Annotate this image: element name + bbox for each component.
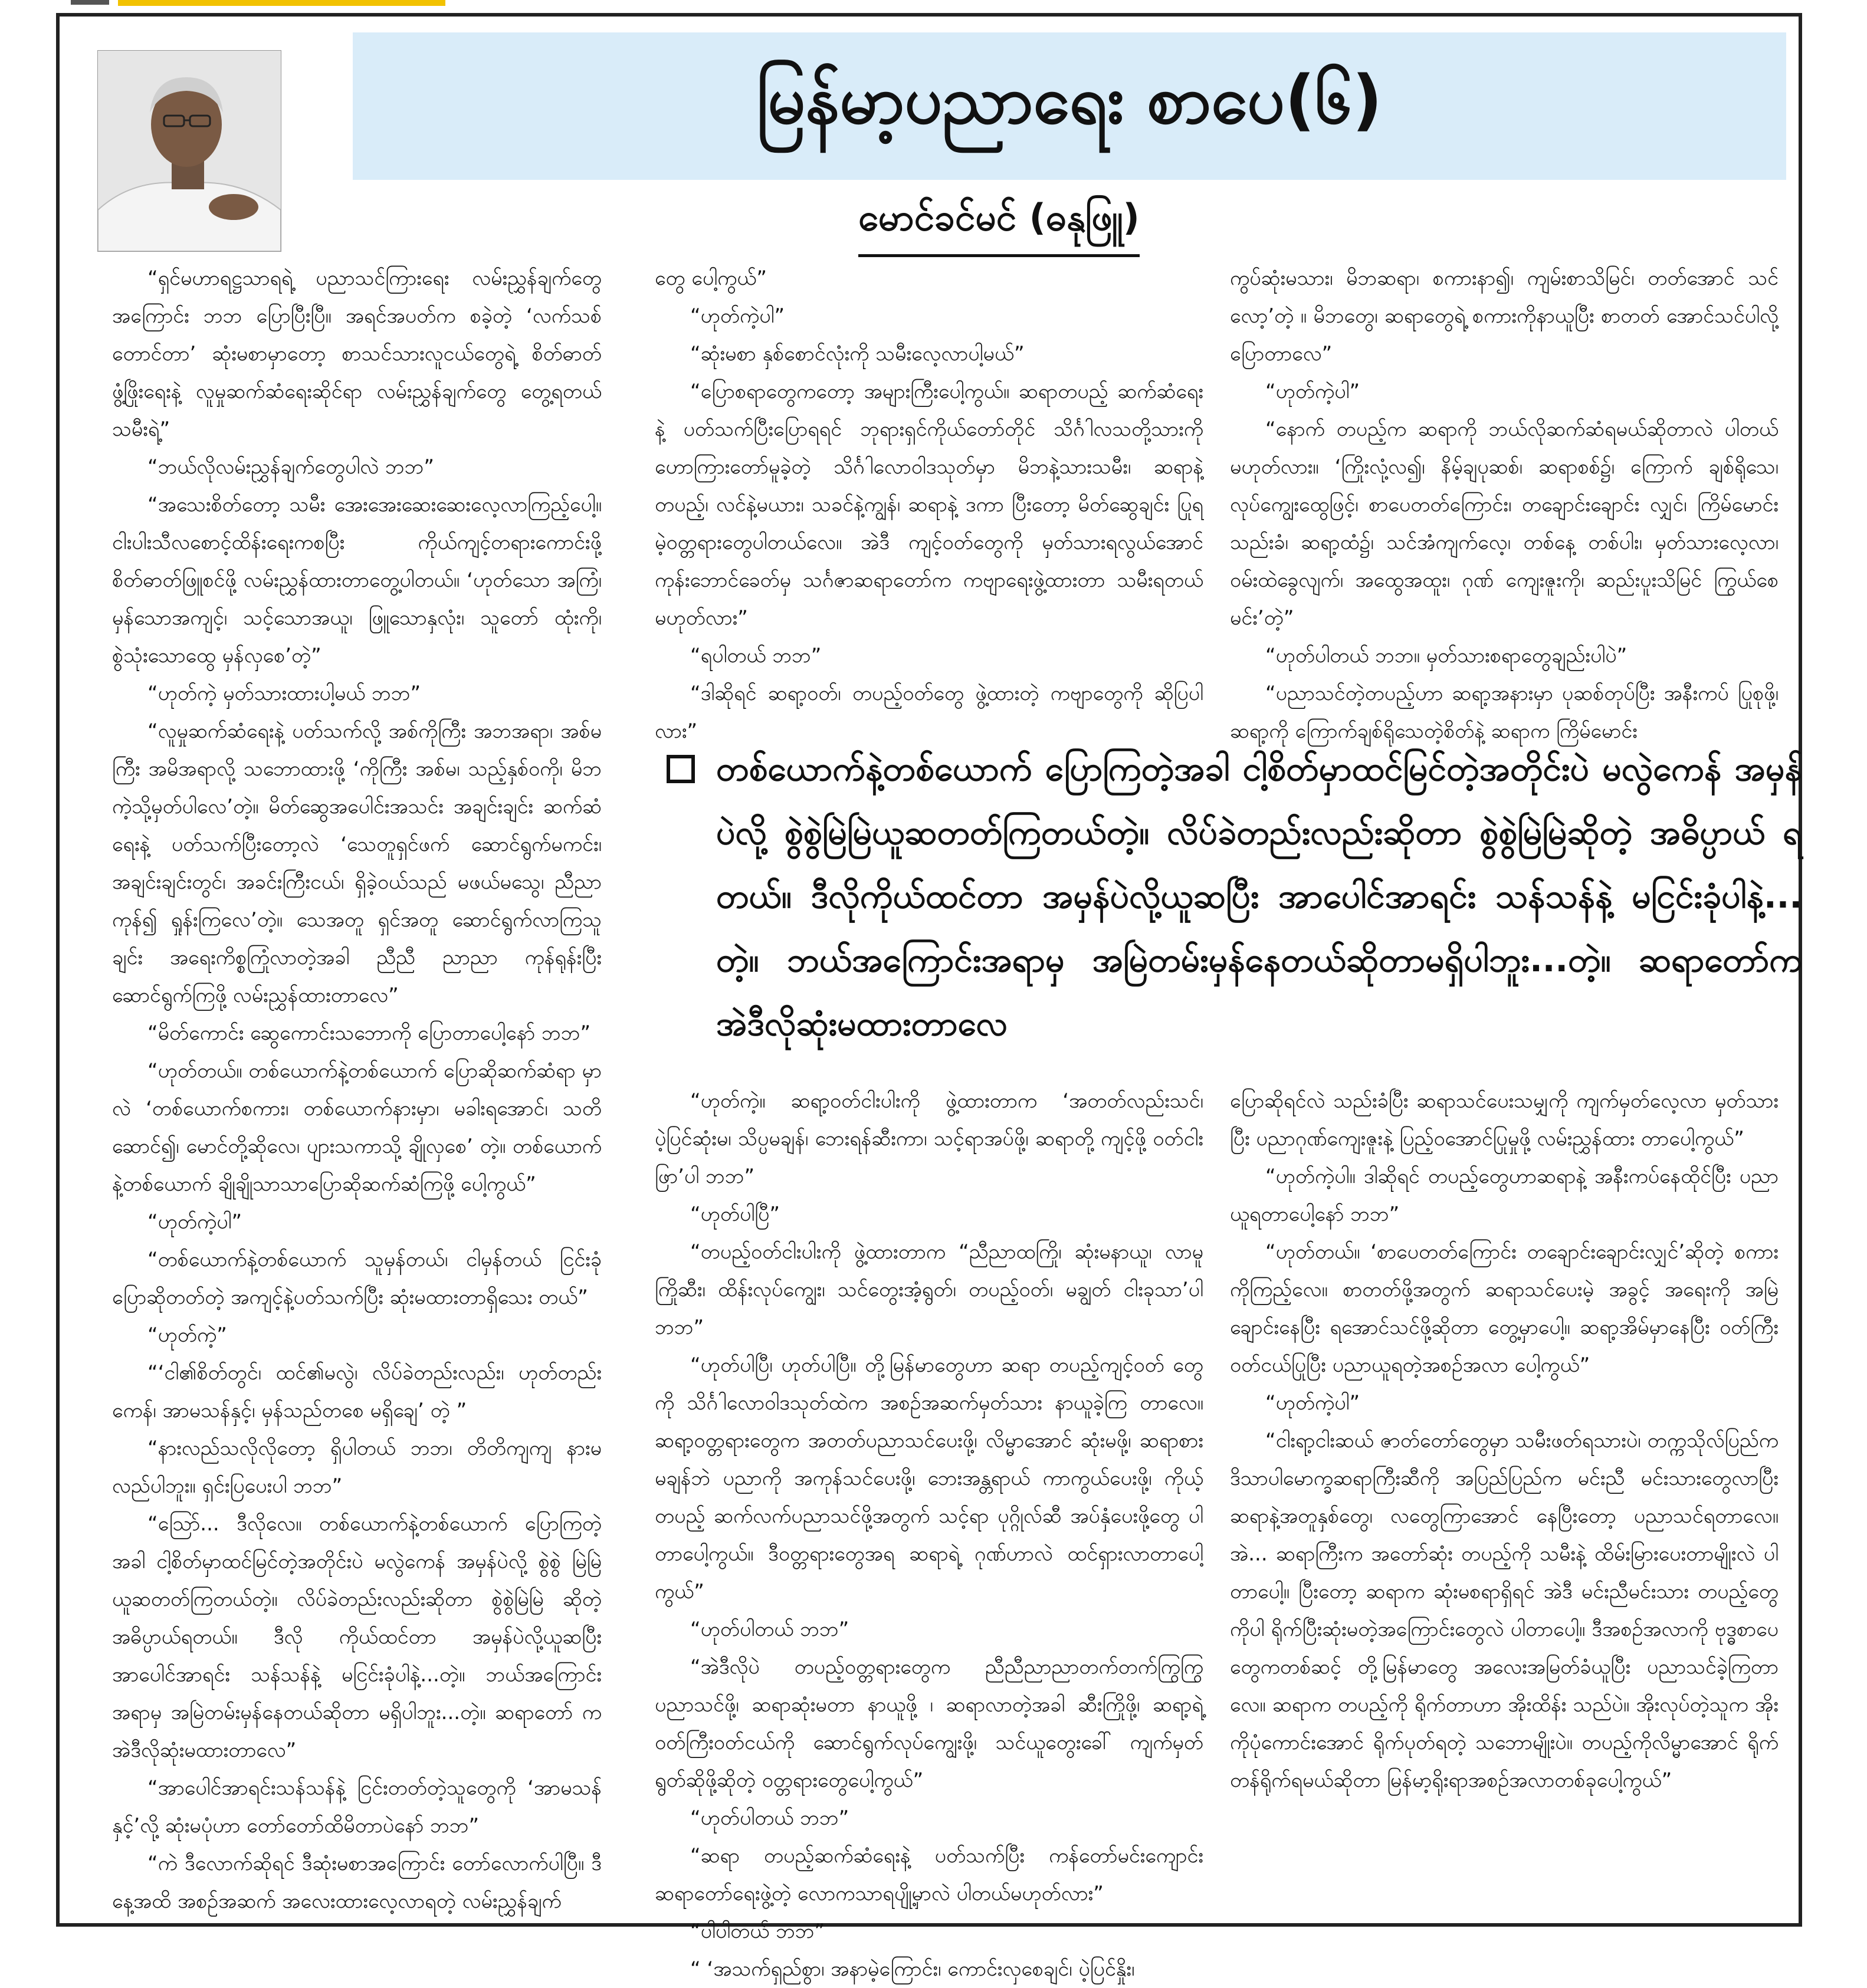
paragraph: “မိတ်ကောင်း ဆွေကောင်းသဘောကို ပြောတာပေါ့နော် ဘဘ”: [147, 1021, 591, 1045]
column-4: [655, 1082, 1203, 1988]
paragraph: “ပြောစရာတွေကတော့ အများကြီးပေါ့ကွယ်။ ဆရာတပည့် ဆက်ဆံရေးနဲ့ ပတ်သက်ပြီးပြောရရင် ဘုရားရှင်ကိုယ်တော်တိုင် သိင်္ဂါလသတို့သားကို ဟောကြားတော်မူခဲ့တဲ့ သိင်္ဂါလောဝါဒသုတ်မှာ မိဘနဲ့သားသမီး၊ ဆရာနဲ့တပည့်၊ လင်နဲ့မယား၊ သခင်နဲ့ကျွန်၊ ဆရာနဲ့ ဒကာ ပြီးတော့ မိတ်ဆွေချင်း ပြုရမဲ့ဝတ္တရားတွေပါတယ်လေ။ အဲဒီ ကျင့်ဝတ်တွေကို မှတ်သားရလွယ်အောင် ကုန်းဘောင်ခေတ်မှ သင်္ဂဇာဆရာတော်က ကဗျာရေးဖွဲ့ထားတာ သမီးရတယ်မဟုတ်လား”: [655, 380, 1203, 630]
paragraph: “ရှင်မဟာရဋ္ဌသာရရဲ့ ပညာသင်ကြားရေး လမ်းညွှန်ချက်တွေ အကြောင်း ဘဘ ပြောပြီးပြီ။ အရင်အပတ်က စခဲ့တဲ့ ‘လက်သစ် တောင်တာ’ ဆုံးမစာမှာတော့ စာသင်သားလူငယ်တွေရဲ့ စိတ်ဓာတ်ဖွံ့ဖြိုးရေးနဲ့ လူမှုဆက်ဆံရေးဆိုင်ရာ လမ်းညွှန်ချက်တွေ တွေ့ရတယ် သမီးရဲ့”: [112, 267, 602, 441]
title-banner: [353, 32, 1786, 180]
paragraph: “တစ်ယောက်နဲ့တစ်ယောက် သူမှန်တယ်၊ ငါမှန်တယ် ငြင်းခုံ ပြောဆိုတတ်တဲ့ အကျင့်နဲ့ပတ်သက်ပြီး ဆုံးမထားတာရှိသေး တယ်”: [112, 1248, 602, 1309]
paragraph: “အသေးစိတ်တော့ သမီး အေးအေးဆေးဆေးလေ့လာကြည့်ပေါ့။ ငါးပါးသီလစောင့်ထိန်းရေးကစပြီး ကိုယ်ကျင့်တရားကောင်းဖို့ စိတ်ဓာတ်ဖြူစင်ဖို့ လမ်းညွှန်ထားတာတွေ့ပါတယ်။ ‘ဟုတ်သော အကြံ၊ မှန်သောအကျင့်၊ သင့်သောအယူ၊ ဖြူသောနှလုံး၊ သူတော် ထုံးကို၊ စွဲသုံးသောထွေ မှန်လှစေ’တဲ့”: [112, 493, 602, 668]
paragraph: “ဟုတ်ပါပြီ၊ ဟုတ်ပါပြီ။ တို့မြန်မာတွေဟာ ဆရာ တပည့်ကျင့်ဝတ် တွေကို သိင်္ဂါလောဝါဒသုတ်ထဲက အစဉ်အဆက်မှတ်သား နာယူခဲ့ကြ တာလေ။ ဆရာ့ဝတ္တရားတွေက အတတ်ပညာသင်ပေးဖို့၊ လိမ္မာအောင် ဆုံးမဖို့၊ ဆရာစားမချန်ဘဲ ပညာကို အကုန်သင်ပေးဖို့၊ ဘေးအန္တရာယ် ကာကွယ်ပေးဖို့၊ ကိုယ့်တပည့် ဆက်လက်ပညာသင်ဖို့အတွက် သင့်ရာ ပုဂ္ဂိုလ်ဆီ အပ်နှံပေးဖို့တွေ ပါတာပေါ့ကွယ်။ ဒီဝတ္တရားတွေအရ ဆရာရဲ့ ဂုဏ်ဟာလဲ ထင်ရှားလာတာပေါ့ကွယ်”: [655, 1353, 1203, 1603]
paragraph: “ဟုတ်ကဲ့။ ဆရာ့ဝတ်ငါးပါးကို ဖွဲ့ထားတာက ‘အတတ်လည်းသင်၊ ပဲ့ပြင်ဆုံးမ၊ သိပ္ပမချန်၊ ဘေးရန်ဆီးကာ၊ သင့်ရာအပ်ဖို့၊ ဆရာတို့ ကျင့်ဖို့ ဝတ်ငါးဖြာ’ပါ ဘဘ”: [655, 1089, 1203, 1188]
paragraph: ကွပ်ဆုံးမသား၊ မိဘဆရာ၊ စကားနာ၍၊ ကျမ်းစာသိမြင်၊ တတ်အောင် သင်လော့’တဲ့ ။ မိဘတွေ၊ ဆရာတွေရဲ့ စကားကိုနာယူပြီး စာတတ် အောင်သင်ပါလို့ ပြောတာလေ”: [1230, 267, 1779, 366]
paragraph: “ဟုတ်ပါတယ် ဘဘ”: [690, 1618, 849, 1641]
author-byline: မောင်ခင်မင် (ဓနုဖြူ): [858, 195, 1140, 257]
paragraph: “ဘယ်လိုလမ်းညွှန်ချက်တွေပါလဲ ဘဘ”: [147, 455, 435, 479]
paragraph: “ဟုတ်ပါတယ် ဘဘ။ မှတ်သားစရာတွေချည်းပါပဲ”: [1265, 644, 1628, 668]
paragraph: “ဟုတ်ကဲ့ပါ”: [1265, 380, 1360, 403]
paragraph: “လူမှုဆက်ဆံရေးနဲ့ ပတ်သက်လို့ အစ်ကိုကြီး အဘအရာ၊ အစ်မကြီး အမိအရာလို့ သဘောထားဖို့ ‘ကိုကြီး အစ်မ၊ သည့်နှစ်ဝကို၊ မိဘကဲ့သို့မှတ်ပါလေ’တဲ့။ မိတ်ဆွေအပေါင်းအသင်း အချင်းချင်း ဆက်ဆံရေးနဲ့ ပတ်သက်ပြီးတော့လဲ ‘သေတူရှင်ဖက် ဆောင်ရွက်မကင်း၊ အချင်းချင်းတွင်၊ အခင်းကြီးငယ်၊ ရှိခဲ့ဝယ်သည် မဖယ်မသွေ၊ ညီညာကုန်၍ ရှုန်းကြလေ’တဲ့။ သေအတူ ရှင်အတူ ဆောင်ရွက်လာကြသူချင်း အရေးကိစ္စကြုံလာတဲ့အခါ ညီညီ ညာညာ ကုန်ရုန်းပြီး ဆောင်ရွက်ကြဖို့ လမ်းညွှန်ထားတာလေ”: [112, 719, 602, 1007]
pull-quote: [667, 737, 1802, 1067]
paragraph: “အာပေါင်အာရင်းသန်သန်နဲ့ ငြင်းတတ်တဲ့သူတွေကို ‘အာမသန်နှင့်’လို့ ဆုံးမပုံဟာ တော်တော်ထိမိတာပဲနော် ဘဘ”: [112, 1776, 602, 1838]
paragraph: “သြော်... ဒီလိုလေ။ တစ်ယောက်နဲ့တစ်ယောက် ပြောကြတဲ့ အခါ ငါ့စိတ်မှာထင်မြင်တဲ့အတိုင်းပဲ မလွဲကေန် အမှန်ပဲလို့ စွဲစွဲ မြဲမြဲယူဆတတ်ကြတယ်တဲ့။ လိပ်ခဲတည်းလည်းဆိုတာ စွဲစွဲမြဲမြဲ ဆိုတဲ့ အဓိပ္ပာယ်ရတယ်။ ဒီလို ကိုယ်ထင်တာ အမှန်ပဲလို့ယူဆပြီး အာပေါင်အာရင်း သန်သန်နဲ့ မငြင်းခုံပါနဲ့...တဲ့။ ဘယ်အကြောင်း အရာမှ အမြဲတမ်းမှန်နေတယ်ဆိုတာ မရှိပါဘူး...တဲ့။ ဆရာတော် က အဲဒီလိုဆုံးမထားတာလေ”: [112, 1512, 602, 1762]
paragraph: တွေ ပေါ့ကွယ်”: [655, 267, 767, 290]
paragraph: “ပညာသင်တဲ့တပည့်ဟာ ဆရာ့အနားမှာ ပုဆစ်တုပ်ပြီး အနီးကပ် ပြုစုဖို့၊ ဆရာ့ကို ကြောက်ချစ်ရိုသေတဲ့စိတ်နဲ့ ဆရာက ကြိမ်မောင်း: [1230, 682, 1779, 743]
paragraph: “ဟုတ်ကဲ့”: [147, 1323, 227, 1347]
paragraph: “ဟုတ်ကဲ့ပါ”: [690, 304, 785, 328]
top-bar-dark: [71, 0, 109, 5]
article-title: မြန်မာ့ပညာရေး စာပေ(၆): [756, 61, 1383, 139]
paragraph: “အဲဒီလိုပဲ တပည့်ဝတ္တရားတွေက ညီညီညာညာတက်တက်ကြွကြွ ပညာသင်ဖို့၊ ဆရာဆုံးမတာ နာယူဖို့ ၊ ဆရာလာတဲ့အခါ ဆီးကြိုဖို့၊ ဆရာ့ရဲ့ဝတ်ကြီးဝတ်ငယ်ကို ဆောင်ရွက်လုပ်ကျွေးဖို့၊ သင်ယူတွေးခေါ် ကျက်မှတ် ရွတ်ဆိုဖို့ဆိုတဲ့ ဝတ္တရားတွေပေါ့ကွယ်”: [655, 1655, 1203, 1792]
paragraph: ပြောဆိုရင်လဲ သည်းခံပြီး ဆရာသင်ပေးသမျှကို ကျက်မှတ်လေ့လာ မှတ်သားပြီး ပညာဂုဏ်ကျေးဇူးနဲ့ ပြည့်ဝအောင်ပြုမှုဖို့ လမ်းညွှန်ထား တာပေါ့ကွယ်”: [1230, 1089, 1779, 1151]
paragraph: “‘ငါ၏စိတ်တွင်၊ ထင်၏မလွဲ၊ လိပ်ခဲတည်းလည်း၊ ဟုတ်တည်း ကေန်၊ အာမသန်နှင့်၊ မှန်သည်တစေ မရှိချေ’ တဲ့ ”: [112, 1361, 602, 1422]
paragraph: “ဟုတ်တယ်။ တစ်ယောက်နဲ့တစ်ယောက် ပြောဆိုဆက်ဆံရာ မှာလဲ ‘တစ်ယောက်စကား၊ တစ်ယောက်နားမှာ၊ မခါးရအောင်၊ သတိဆောင်၍၊ မောင်တို့ဆိုလေ၊ ပျားသကာသို့ ချိုလှစေ’ တဲ့။ တစ်ယောက်နဲ့တစ်ယောက် ချိုချိုသာသာပြောဆိုဆက်ဆံကြဖို့ ပေါ့ကွယ်”: [112, 1059, 602, 1196]
column-2: [655, 259, 1203, 750]
paragraph: “ဟုတ်ကဲ့ပါ။ ဒါဆိုရင် တပည့်တွေဟာဆရာနဲ့ အနီးကပ်နေထိုင်ပြီး ပညာယူရတာပေါ့နော် ဘဘ”: [1230, 1165, 1779, 1226]
author-photo: [97, 50, 281, 252]
column-5: [1230, 1082, 1779, 1799]
column-1: [112, 259, 602, 1920]
column-3: [1230, 259, 1779, 750]
top-bar-yellow: [118, 0, 445, 6]
paragraph: “နားလည်သလိုလိုတော့ ရှိပါတယ် ဘဘ၊ တိတိကျကျ နားမလည်ပါဘူး။ ရှင်းပြပေးပါ ဘဘ”: [112, 1437, 602, 1498]
paragraph: “ဆုံးမစာ နှစ်စောင်လုံးကို သမီးလေ့လာပါ့မယ်”: [690, 342, 1025, 366]
square-bullet-icon: [667, 755, 695, 783]
paragraph: “ဆရာ တပည့်ဆက်ဆံရေးနဲ့ ပတ်သက်ပြီး ကန်တော်မင်းကျောင်း ဆရာတော်ရေးဖွဲ့တဲ့ လောကသာရပျို့မှာလဲ ပါတယ်မဟုတ်လား”: [655, 1844, 1203, 1905]
paragraph: “ဟုတ်ကဲ့ မှတ်သားထားပါ့မယ် ဘဘ”: [147, 682, 421, 705]
paragraph: “ ‘အသက်ရှည်စွာ၊ အနာမဲ့ကြောင်း၊ ကောင်းလှစေချင်၊ ပဲ့ပြင်နှိုး၊: [690, 1957, 1135, 1981]
paragraph: “ဟုတ်ကဲ့ပါ”: [1265, 1391, 1360, 1415]
paragraph: “တပည့်ဝတ်ငါးပါးကို ဖွဲ့ထားတာက “ညီညာထကြို၊ ဆုံးမနာယူ၊ လာမူကြိုဆီး၊ ထိန်းလုပ်ကျွေး၊ သင်တွေးအံ့ရွတ်၊ တပည့်ဝတ်၊ မချွတ် ငါးခုသာ’ပါ ဘဘ”: [655, 1240, 1203, 1339]
paragraph: “နောက် တပည့်က ဆရာကို ဘယ်လိုဆက်ဆံရမယ်ဆိုတာလဲ ပါတယ်မဟုတ်လား။ ‘ကြိုးလုံ့လ၍၊ နိမ့်ချပုဆစ်၊ ဆရာစစ်၌၊ ကြောက် ချစ်ရိုသေ၊ လုပ်ကျွေးထွေဖြင့်၊ စာပေတတ်ကြောင်း၊ တချောင်းချောင်း လျှင်၊ ကြိမ်မောင်းသည်းခံ၊ ဆရာ့ထံ၌၊ သင်အံကျက်လေ့၊ တစ်နေ့ တစ်ပါး၊ မှတ်သားလေ့လာ၊ ဝမ်းထဲခွေလျက်၊ အထွေအထူး၊ ဂုဏ် ကျေးဇူးကို၊ ဆည်းပူးသိမြင် ကြွယ်စေမင်း’တဲ့”: [1230, 418, 1779, 630]
paragraph: “ငါးရာ့ငါးဆယ် ဇာတ်တော်တွေမှာ သမီးဖတ်ရသားပဲ၊ တက္ကသိုလ်ပြည်က ဒိသာပါမောက္ခဆရာကြီးဆီကို အပြည်ပြည်က မင်းညီ မင်းသားတွေလာပြီး ဆရာနဲ့အတူနှစ်တွေ၊ လတွေကြာအောင် နေပြီးတော့ ပညာသင်ရတာလေ။ အဲ... ဆရာကြီးက အတော်ဆုံး တပည့်ကို သမီးနဲ့ ထိမ်းမြားပေးတာမျိုးလဲ ပါတာပေါ့။ ပြီးတော့ ဆရာက ဆုံးမစရာရှိရင် အဲဒီ မင်းညီမင်းသား တပည့်တွေကိုပါ ရိုက်ပြီးဆုံးမတဲ့အကြောင်းတွေလဲ ပါတာပေါ့။ ဒီအစဉ်အလာကို ဗုဒ္ဓစာပေတွေကတစ်ဆင့် တို့မြန်မာတွေ အလေးအမြတ်ခံယူပြီး ပညာသင်ခဲ့ကြတာလေ။ ဆရာက တပည့်ကို ရိုက်တာဟာ အိုးထိန်း သည်ပဲ။ အိုးလုပ်တဲ့သူက အိုးကိုပုံကောင်းအောင် ရိုက်ပုတ်ရတဲ့ သဘောမျိုးပဲ။ တပည့်ကိုလိမ္မာအောင် ရိုက်တန်ရိုက်ရမယ်ဆိုတာ မြန်မာ့ရိုးရာအစဉ်အလာတစ်ခုပေါ့ကွယ်”: [1230, 1429, 1779, 1792]
paragraph: “ဟုတ်ပါတယ် ဘဘ”: [690, 1806, 849, 1830]
paragraph: “ကဲ ဒီလောက်ဆိုရင် ဒီဆုံးမစာအကြောင်း တော်လောက်ပါပြီ။ ဒီနေ့အထိ အစဉ်အဆက် အလေးထားလေ့လာရတဲ့ လမ်းညွှန်ချက်: [112, 1852, 602, 1913]
paragraph: “ရပါတယ် ဘဘ”: [690, 644, 822, 668]
paragraph: “ဟုတ်ကဲ့ပါ”: [147, 1210, 242, 1234]
paragraph: “ပါပါတယ် ဘဘ”: [690, 1920, 825, 1943]
paragraph: “ဟုတ်တယ်။ ‘စာပေတတ်ကြောင်း တချောင်းချောင်းလျှင်’ဆိုတဲ့ စကားကိုကြည့်လေ။ စာတတ်ဖို့အတွက် ဆရာသင်ပေးမဲ့ အခွင့် အရေးကို အမြဲချောင်းနေပြီး ရအောင်သင်ဖို့ဆိုတာ တွေ့မှာပေါ့။ ဆရာ့အိမ်မှာနေပြီး ဝတ်ကြီး ဝတ်ငယ်ပြုပြီး ပညာယူရတဲ့အစဉ်အလာ ပေါ့ကွယ်”: [1230, 1240, 1779, 1377]
paragraph: “ဟုတ်ပါပြီ”: [690, 1202, 780, 1226]
pull-quote-text: တစ်ယောက်နဲ့တစ်ယောက် ပြောကြတဲ့အခါ ငါ့စိတ်မှာထင်မြင်တဲ့အတိုင်းပဲ မလွဲကေန် အမှန်ပဲလို့ စွဲစွဲမြဲမြဲယူဆတတ်ကြတယ်တဲ့။ လိပ်ခဲတည်းလည်းဆိုတာ စွဲစွဲမြဲမြဲဆိုတဲ့ အဓိပ္ပာယ် ရတယ်။ ဒီလိုကိုယ်ထင်တာ အမှန်ပဲလို့ယူဆပြီး အာပေါင်အာရင်း သန်သန်နဲ့ မငြင်းခုံပါနဲ့... တဲ့။ ဘယ်အကြောင်းအရာမှ အမြဲတမ်းမှန်နေတယ်ဆိုတာမရှိပါဘူး...တဲ့။ ဆရာတော်က အဲဒီလိုဆုံးမထားတာလေ: [716, 750, 1802, 1043]
paragraph: “ဒါဆိုရင် ဆရာ့ဝတ်၊ တပည့်ဝတ်တွေ ဖွဲ့ထားတဲ့ ကဗျာတွေကို ဆိုပြပါလား”: [655, 682, 1203, 743]
